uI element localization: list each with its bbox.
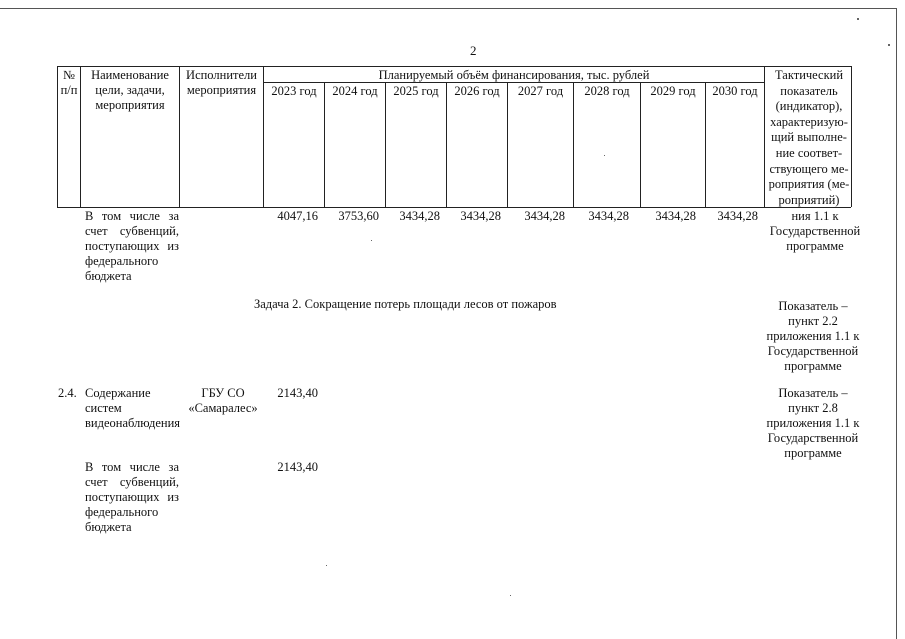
row-subvention-value: 3434,28 (460, 209, 501, 223)
page-number: 2 (470, 43, 477, 58)
row-subvention-value: 3434,28 (524, 209, 565, 223)
header-indicator: Тактический показатель (индикатор), характеризую-щий выполне-ние соответ-ствующего ме-роприятия (ме-роприятий) (768, 68, 850, 207)
header-funding: Планируемый объём финансирования, тыс. рублей (378, 68, 650, 82)
row-subvention-value: 3753,60 (338, 209, 379, 223)
scan-speck (604, 155, 605, 156)
header-num: № п/п (60, 68, 78, 97)
header-year: 2026 год (454, 84, 500, 98)
row-2-4-indicator: Показатель – пункт 2.8 приложения 1.1 к Государственной программе (766, 386, 860, 460)
row-2-4-subvention-value: 2143,40 (277, 460, 318, 474)
scan-speck (888, 44, 890, 46)
row-subvention-value: 3434,28 (717, 209, 758, 223)
row-subvention-value: 3434,28 (399, 209, 440, 223)
row-2-4-executor: ГБУ СО «Самаралес» (188, 386, 258, 415)
scan-speck (857, 18, 859, 20)
header-year: 2027 год (517, 84, 564, 98)
row-subvention-value: 3434,28 (588, 209, 629, 223)
scan-speck (510, 595, 511, 596)
header-year: 2028 год (584, 84, 630, 98)
row-2-4-subvention-name: В том числе за счет субвенций, поступающих из федерального бюджета (85, 460, 179, 534)
page-right-edge (896, 8, 897, 639)
scan-speck (371, 240, 372, 241)
header-year: 2024 год (332, 84, 378, 98)
header-year: 2029 год (650, 84, 696, 98)
header-year: 2025 год (393, 84, 439, 98)
row-2-4-name: Содержание систем видеонаблюдения (85, 386, 181, 430)
row-subvention-name: В том числе за счет субвенций, поступающих из федерального бюджета (85, 209, 179, 283)
row-subvention-indicator: ния 1.1 к Государственной программе (769, 209, 861, 253)
task-2-title: Задача 2. Сокращение потерь площади лесов от пожаров (254, 297, 557, 311)
page-top-edge (0, 8, 896, 9)
header-year: 2023 год (271, 84, 317, 98)
scan-speck (326, 565, 327, 566)
row-subvention-value: 3434,28 (655, 209, 696, 223)
task-2-indicator: Показатель – пункт 2.2 приложения 1.1 к Государственной программе (766, 299, 860, 373)
row-subvention-value: 4047,16 (277, 209, 318, 223)
header-year: 2030 год (712, 84, 758, 98)
row-2-4-number: 2.4. (58, 386, 77, 400)
header-executors: Исполнители мероприятия (186, 68, 257, 97)
header-name: Наименование цели, задачи, мероприятия (91, 68, 169, 112)
row-2-4-value: 2143,40 (277, 386, 318, 400)
